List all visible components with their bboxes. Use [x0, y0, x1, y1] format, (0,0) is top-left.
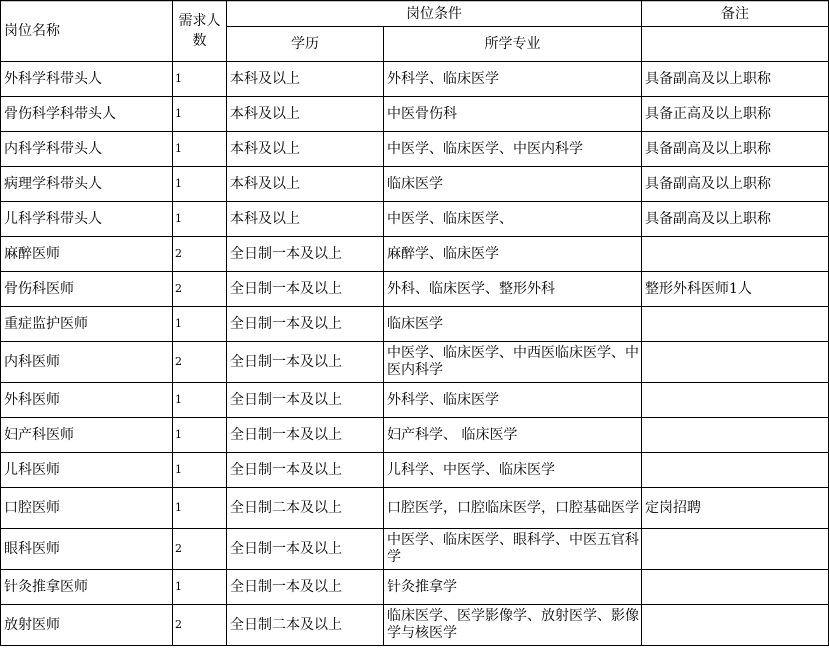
- cell-note: [642, 237, 829, 272]
- table-row: [1, 202, 829, 237]
- cell-note: 整形外科医师1人: [642, 272, 829, 307]
- table-row: [1, 167, 829, 202]
- cell-note: [642, 529, 829, 570]
- cell-major: 妇产科学、 临床医学: [384, 418, 642, 453]
- cell-count: 1: [173, 418, 227, 453]
- cell-education: 全日制一本及以上: [227, 529, 384, 570]
- cell-major: 儿科学、中医学、临床医学: [384, 453, 642, 488]
- cell-major: 麻醉学、临床医学: [384, 237, 642, 272]
- cell-post: 儿科学科带头人: [1, 202, 173, 237]
- cell-education: 本科及以上: [227, 167, 384, 202]
- table-body: [1, 62, 829, 646]
- cell-count: 1: [173, 307, 227, 342]
- table-row: [1, 132, 829, 167]
- cell-post: 外科学科带头人: [1, 62, 173, 97]
- table-row: [1, 342, 829, 383]
- cell-major: 中医学、临床医学、眼科学、中医五官科学: [384, 529, 642, 570]
- header-headcount: 需求人数: [173, 1, 227, 62]
- cell-education: 本科及以上: [227, 97, 384, 132]
- table-row: [1, 488, 829, 529]
- cell-education: 全日制一本及以上: [227, 383, 384, 418]
- cell-note: 具备副高及以上职称: [642, 132, 829, 167]
- cell-note: [642, 342, 829, 383]
- cell-count: 2: [173, 342, 227, 383]
- cell-major: 外科、临床医学、整形外科: [384, 272, 642, 307]
- header-conditions: 岗位条件: [227, 1, 642, 27]
- cell-major: 针灸推拿学: [384, 570, 642, 605]
- cell-post: 骨伤科学科带头人: [1, 97, 173, 132]
- cell-post: 麻醉医师: [1, 237, 173, 272]
- cell-education: 全日制一本及以上: [227, 272, 384, 307]
- cell-education: 本科及以上: [227, 132, 384, 167]
- cell-major: 中医骨伤科: [384, 97, 642, 132]
- cell-note: [642, 383, 829, 418]
- cell-count: 2: [173, 272, 227, 307]
- cell-note: 具备副高及以上职称: [642, 62, 829, 97]
- cell-education: 本科及以上: [227, 62, 384, 97]
- cell-major: 外科学、临床医学: [384, 62, 642, 97]
- table-row: [1, 307, 829, 342]
- cell-post: 病理学科带头人: [1, 167, 173, 202]
- cell-major: 口腔医学，口腔临床医学，口腔基础医学: [384, 488, 642, 529]
- cell-count: 1: [173, 167, 227, 202]
- table-row: [1, 97, 829, 132]
- table-row: [1, 237, 829, 272]
- cell-education: 全日制一本及以上: [227, 307, 384, 342]
- cell-major: 临床医学、医学影像学、放射医学、影像学与核医学: [384, 605, 642, 646]
- table-row: [1, 570, 829, 605]
- cell-education: 全日制一本及以上: [227, 342, 384, 383]
- cell-count: 1: [173, 570, 227, 605]
- cell-count: 1: [173, 383, 227, 418]
- cell-count: 1: [173, 488, 227, 529]
- cell-post: 妇产科医师: [1, 418, 173, 453]
- cell-post: 外科医师: [1, 383, 173, 418]
- cell-education: 全日制一本及以上: [227, 237, 384, 272]
- cell-note: [642, 418, 829, 453]
- table-row: [1, 383, 829, 418]
- cell-note: 定岗招聘: [642, 488, 829, 529]
- header-major: 所学专业: [384, 27, 642, 62]
- cell-major: 中医学、临床医学、中医内科学: [384, 132, 642, 167]
- cell-count: 2: [173, 237, 227, 272]
- cell-note: 具备正高及以上职称: [642, 97, 829, 132]
- cell-major: 临床医学: [384, 167, 642, 202]
- table-row: [1, 62, 829, 97]
- cell-education: 全日制一本及以上: [227, 418, 384, 453]
- cell-note: [642, 307, 829, 342]
- cell-post: 内科医师: [1, 342, 173, 383]
- header-remarks: 备注: [642, 1, 829, 27]
- cell-note: 具备副高及以上职称: [642, 202, 829, 237]
- table-row: [1, 605, 829, 646]
- cell-post: 针灸推拿医师: [1, 570, 173, 605]
- cell-post: 口腔医师: [1, 488, 173, 529]
- cell-count: 1: [173, 62, 227, 97]
- header-remarks-blank: [642, 27, 829, 62]
- cell-major: 中医学、临床医学、: [384, 202, 642, 237]
- table-row: [1, 418, 829, 453]
- cell-education: 全日制二本及以上: [227, 605, 384, 646]
- cell-note: [642, 453, 829, 488]
- header-post-name: 岗位名称: [1, 1, 173, 62]
- cell-count: 1: [173, 97, 227, 132]
- cell-note: [642, 570, 829, 605]
- cell-count: 1: [173, 202, 227, 237]
- cell-post: 放射医师: [1, 605, 173, 646]
- cell-note: 具备副高及以上职称: [642, 167, 829, 202]
- cell-count: 1: [173, 132, 227, 167]
- cell-education: 全日制二本及以上: [227, 488, 384, 529]
- cell-major: 中医学、临床医学、中西医临床医学、中医内科学: [384, 342, 642, 383]
- header-education: 学历: [227, 27, 384, 62]
- cell-count: 2: [173, 605, 227, 646]
- cell-count: 2: [173, 529, 227, 570]
- cell-post: 重症监护医师: [1, 307, 173, 342]
- cell-post: 眼科医师: [1, 529, 173, 570]
- table-row: [1, 453, 829, 488]
- cell-note: [642, 605, 829, 646]
- cell-count: 1: [173, 453, 227, 488]
- cell-post: 内科学科带头人: [1, 132, 173, 167]
- cell-post: 骨伤科医师: [1, 272, 173, 307]
- cell-education: 全日制一本及以上: [227, 570, 384, 605]
- cell-education: 全日制一本及以上: [227, 453, 384, 488]
- cell-major: 临床医学: [384, 307, 642, 342]
- cell-post: 儿科医师: [1, 453, 173, 488]
- table-row: [1, 272, 829, 307]
- cell-education: 本科及以上: [227, 202, 384, 237]
- table-row: [1, 529, 829, 570]
- cell-major: 外科学、临床医学: [384, 383, 642, 418]
